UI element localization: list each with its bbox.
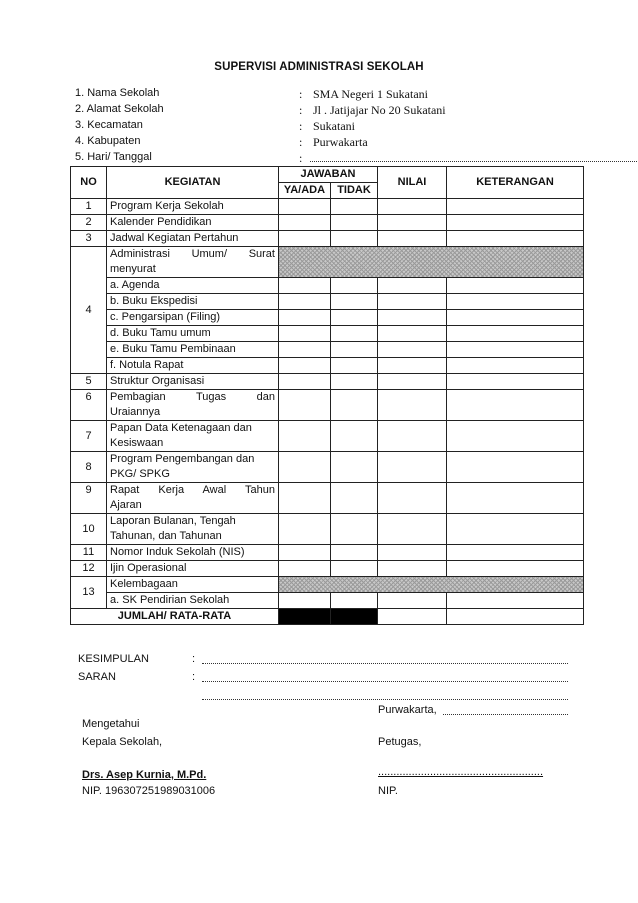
table-row-4c (71, 310, 584, 326)
place-label: Purwakarta, (378, 704, 437, 716)
supervision-table (70, 166, 584, 625)
tidak-cell[interactable] (331, 545, 378, 561)
keterangan-cell[interactable] (447, 452, 584, 483)
ya-cell[interactable] (279, 326, 331, 342)
activity-label (107, 390, 279, 421)
keterangan-cell[interactable] (447, 561, 584, 577)
row-number: 2 (71, 215, 107, 231)
activity-label: Ijin Operasional (107, 561, 279, 577)
nilai-cell[interactable] (378, 215, 447, 231)
tidak-cell[interactable] (331, 514, 378, 545)
nilai-cell[interactable] (378, 374, 447, 390)
table-row-13a (71, 593, 584, 609)
activity-label-line: PKG/ SPKG (110, 468, 170, 480)
activity-label: d. Buku Tamu umum (107, 326, 279, 342)
table-row-12 (71, 561, 584, 577)
mengetahui-label: Mengetahui (82, 718, 140, 730)
ya-cell[interactable] (279, 593, 331, 609)
tidak-cell[interactable] (331, 231, 378, 247)
activity-label (107, 483, 279, 514)
keterangan-cell[interactable] (447, 593, 584, 609)
document-title: SUPERVISI ADMINISTRASI SEKOLAH (214, 61, 424, 73)
total-nilai-cell[interactable] (378, 609, 447, 625)
nilai-cell[interactable] (378, 278, 447, 294)
header-jawaban: JAWABAN (279, 167, 378, 183)
tidak-cell[interactable] (331, 374, 378, 390)
row-number: 10 (71, 514, 107, 545)
ya-cell[interactable] (279, 278, 331, 294)
nilai-cell[interactable] (378, 483, 447, 514)
date-fill-line[interactable] (310, 161, 638, 162)
header-nilai: NILAI (378, 167, 447, 199)
nilai-cell[interactable] (378, 358, 447, 374)
headmaster-title: Kepala Sekolah, (82, 736, 163, 748)
keterangan-cell[interactable] (447, 231, 584, 247)
nilai-cell[interactable] (378, 390, 447, 421)
activity-label-line: Administrasi Umum/ Surat (110, 248, 275, 260)
keterangan-cell[interactable] (447, 294, 584, 310)
nilai-cell[interactable] (378, 310, 447, 326)
activity-label-line: Kesiswaan (110, 437, 164, 449)
header-ya: YA/ADA (279, 183, 331, 199)
row-number: 3 (71, 231, 107, 247)
nilai-cell[interactable] (378, 421, 447, 452)
keterangan-cell[interactable] (447, 514, 584, 545)
activity-label: f. Notula Rapat (107, 358, 279, 374)
keterangan-cell[interactable] (447, 310, 584, 326)
saran-fill-line-2[interactable] (202, 699, 568, 700)
officer-title: Petugas, (378, 736, 422, 748)
activity-label (107, 421, 279, 452)
row-number: 12 (71, 561, 107, 577)
activity-label-line: Ajaran (110, 499, 142, 511)
ya-cell[interactable] (279, 199, 331, 215)
ya-cell[interactable] (279, 374, 331, 390)
kesimpulan-label: KESIMPULAN (78, 653, 149, 665)
officer-name-line[interactable]: ...................................................... (378, 766, 544, 778)
table-row-4 (71, 247, 584, 278)
activity-label: c. Pengarsipan (Filing) (107, 310, 279, 326)
tidak-cell[interactable] (331, 358, 378, 374)
activity-label-line: Laporan Bulanan, Tengah (110, 515, 236, 527)
table-row-6 (71, 390, 584, 421)
date-sign-fill-line[interactable] (443, 714, 568, 715)
activity-label (107, 514, 279, 545)
officer-nip: NIP. (378, 785, 398, 797)
row-number: 8 (71, 452, 107, 483)
tidak-cell[interactable] (331, 483, 378, 514)
tidak-cell[interactable] (331, 342, 378, 358)
activity-label: b. Buku Ekspedisi (107, 294, 279, 310)
activity-label-line: Pembagian Tugas dan (110, 391, 275, 403)
row-number: 1 (71, 199, 107, 215)
activity-label: a. SK Pendirian Sekolah (107, 593, 279, 609)
ya-cell[interactable] (279, 342, 331, 358)
activity-label (107, 247, 279, 278)
info-label: 3. Kecamatan (75, 119, 143, 131)
total-label: JUMLAH/ RATA-RATA (71, 609, 279, 625)
table-row-7 (71, 421, 584, 452)
activity-label-line: Papan Data Ketenagaan dan (110, 422, 252, 434)
table-row-8 (71, 452, 584, 483)
activity-label: Kelembagaan (107, 577, 279, 593)
keterangan-cell[interactable] (447, 421, 584, 452)
tidak-cell[interactable] (331, 593, 378, 609)
info-label: 4. Kabupaten (75, 135, 141, 147)
table-row-9 (71, 483, 584, 514)
nilai-cell[interactable] (378, 452, 447, 483)
table-row-4f (71, 358, 584, 374)
info-row-kecamatan (75, 119, 585, 136)
activity-label: a. Agenda (107, 278, 279, 294)
info-row-alamat-sekolah (75, 103, 585, 120)
header-no: NO (71, 167, 107, 199)
tidak-cell[interactable] (331, 199, 378, 215)
shaded-cell (279, 247, 584, 278)
ya-cell[interactable] (279, 483, 331, 514)
table-row-11 (71, 545, 584, 561)
row-number: 5 (71, 374, 107, 390)
tidak-cell[interactable] (331, 452, 378, 483)
tidak-cell[interactable] (331, 326, 378, 342)
tidak-cell[interactable] (331, 310, 378, 326)
info-colon: : (299, 103, 303, 117)
keterangan-cell[interactable] (447, 390, 584, 421)
tidak-cell[interactable] (331, 215, 378, 231)
info-colon: : (299, 119, 303, 133)
table-row-13 (71, 577, 584, 593)
nilai-cell[interactable] (378, 199, 447, 215)
activity-label: Nomor Induk Sekolah (NIS) (107, 545, 279, 561)
headmaster-name: Drs. Asep Kurnia, M.Pd. (82, 769, 207, 781)
headmaster-nip: NIP. 196307251989031006 (82, 785, 216, 797)
info-colon: : (299, 135, 303, 149)
row-number: 9 (71, 483, 107, 514)
info-value: Jl . Jatijajar No 20 Sukatani (313, 103, 446, 117)
kesimpulan-fill-line[interactable] (202, 663, 568, 664)
ya-cell[interactable] (279, 561, 331, 577)
table-row-4a (71, 278, 584, 294)
keterangan-cell[interactable] (447, 342, 584, 358)
activity-label-line: Program Pengembangan dan (110, 453, 255, 465)
keterangan-cell[interactable] (447, 374, 584, 390)
activity-label: e. Buku Tamu Pembinaan (107, 342, 279, 358)
info-label: 2. Alamat Sekolah (75, 103, 164, 115)
row-number: 7 (71, 421, 107, 452)
table-row-4b (71, 294, 584, 310)
keterangan-cell[interactable] (447, 278, 584, 294)
saran-label: SARAN (78, 671, 116, 683)
activity-label-line: Tahunan, dan Tahunan (110, 530, 222, 542)
info-colon: : (299, 151, 303, 165)
activity-label: Struktur Organisasi (107, 374, 279, 390)
header-tidak: TIDAK (331, 183, 378, 199)
ya-cell[interactable] (279, 390, 331, 421)
table-row-4e (71, 342, 584, 358)
header-kegiatan: KEGIATAN (107, 167, 279, 199)
blacked-cell (331, 609, 378, 625)
ya-cell[interactable] (279, 310, 331, 326)
ya-cell[interactable] (279, 545, 331, 561)
keterangan-cell[interactable] (447, 199, 584, 215)
keterangan-cell[interactable] (447, 326, 584, 342)
ya-cell[interactable] (279, 215, 331, 231)
table-row-10 (71, 514, 584, 545)
nilai-cell[interactable] (378, 231, 447, 247)
table-row-1 (71, 199, 584, 215)
saran-colon: : (192, 671, 196, 683)
activity-label (107, 452, 279, 483)
info-label: 1. Nama Sekolah (75, 87, 160, 99)
nilai-cell[interactable] (378, 561, 447, 577)
nilai-cell[interactable] (378, 294, 447, 310)
info-value: Sukatani (313, 119, 355, 133)
ya-cell[interactable] (279, 294, 331, 310)
tidak-cell[interactable] (331, 390, 378, 421)
info-value: Purwakarta (313, 135, 368, 149)
tidak-cell[interactable] (331, 278, 378, 294)
row-number: 11 (71, 545, 107, 561)
info-label: 5. Hari/ Tanggal (75, 151, 152, 163)
activity-label: Jadwal Kegiatan Pertahun (107, 231, 279, 247)
activity-label: Kalender Pendidikan (107, 215, 279, 231)
nilai-cell[interactable] (378, 514, 447, 545)
table-row-5 (71, 374, 584, 390)
tidak-cell[interactable] (331, 561, 378, 577)
kesimpulan-colon: : (192, 653, 196, 665)
saran-fill-line[interactable] (202, 681, 568, 682)
activity-label-line: menyurat (110, 263, 156, 275)
table-row-3 (71, 231, 584, 247)
nilai-cell[interactable] (378, 326, 447, 342)
activity-label-line: Uraiannya (110, 406, 161, 418)
ya-cell[interactable] (279, 514, 331, 545)
info-row-nama-sekolah (75, 87, 585, 104)
ya-cell[interactable] (279, 452, 331, 483)
activity-label: Program Kerja Sekolah (107, 199, 279, 215)
header-keterangan: KETERANGAN (447, 167, 584, 199)
tidak-cell[interactable] (331, 294, 378, 310)
ya-cell[interactable] (279, 231, 331, 247)
row-number: 13 (71, 577, 107, 609)
info-colon: : (299, 87, 303, 101)
ya-cell[interactable] (279, 358, 331, 374)
info-value: SMA Negeri 1 Sukatani (313, 87, 428, 101)
info-row-kabupaten (75, 135, 585, 152)
nilai-cell[interactable] (378, 593, 447, 609)
nilai-cell[interactable] (378, 342, 447, 358)
keterangan-cell[interactable] (447, 358, 584, 374)
total-keterangan-cell[interactable] (447, 609, 584, 625)
keterangan-cell[interactable] (447, 215, 584, 231)
row-number: 4 (71, 247, 107, 374)
nilai-cell[interactable] (378, 545, 447, 561)
row-number: 6 (71, 390, 107, 421)
ya-cell[interactable] (279, 421, 331, 452)
activity-label-line: Rapat Kerja Awal Tahun (110, 484, 275, 496)
keterangan-cell[interactable] (447, 545, 584, 561)
shaded-cell (279, 577, 584, 593)
tidak-cell[interactable] (331, 421, 378, 452)
keterangan-cell[interactable] (447, 483, 584, 514)
table-row-4d (71, 326, 584, 342)
table-row-2 (71, 215, 584, 231)
blacked-cell (279, 609, 331, 625)
total-row (71, 609, 584, 625)
